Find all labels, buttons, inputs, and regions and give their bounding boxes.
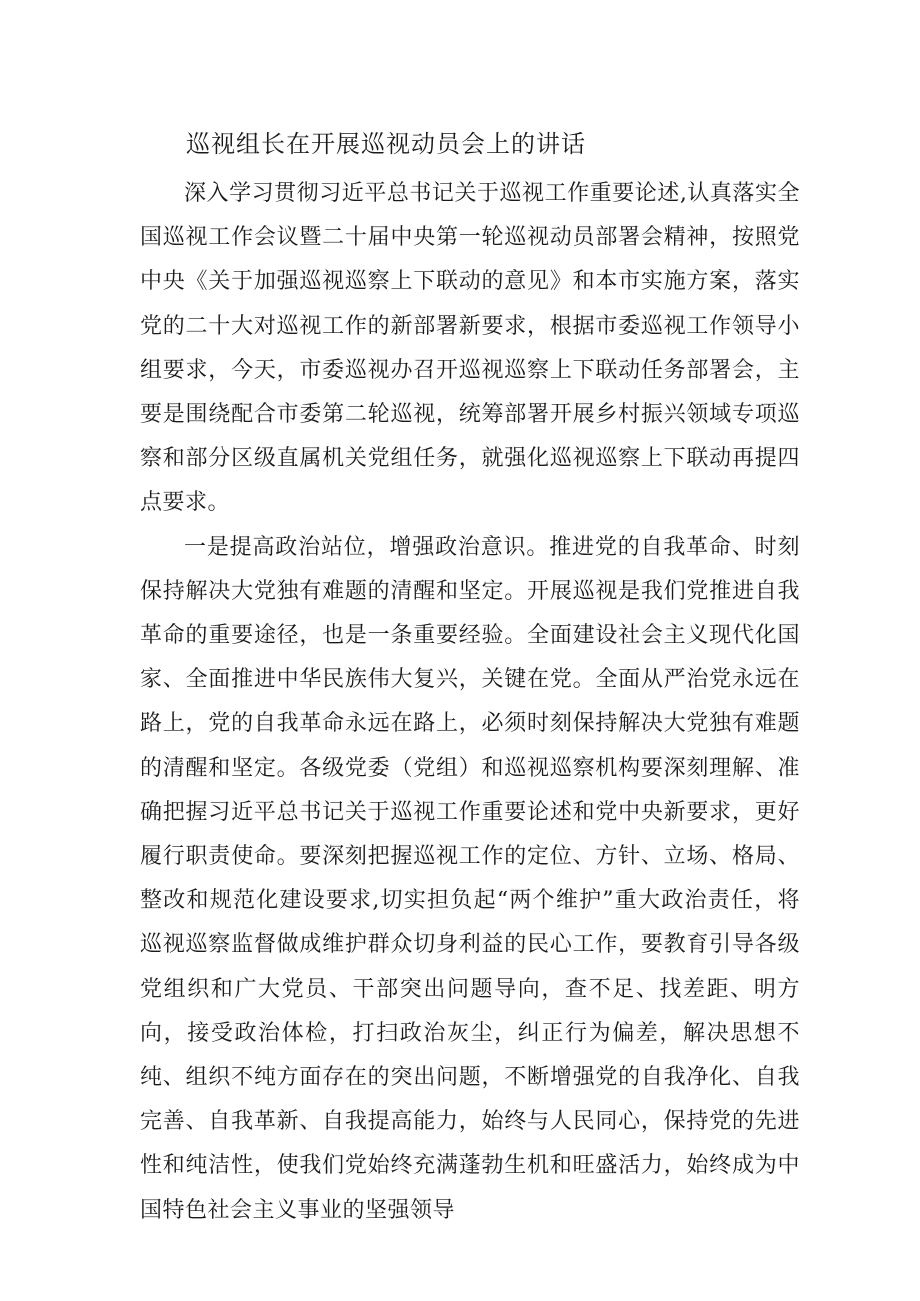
document-title: 巡视组长在开展巡视动员会上的讲话 <box>186 130 586 158</box>
paragraph-intro: 深入学习贯彻习近平总书记关于巡视工作重要论述,认真落实全国巡视工作会议暨二十届中央第一轮巡视动员部署会精神，按照党中央《关于加强巡视巡察上下联动的意见》和本市实施方案，落实党的二十大对巡视工作的新部署新要求，根据市委巡视工作领导小组要求，今天，市委巡视办召开巡视巡察上下联动任务部署会，主要是围绕配合市委第二轮巡视，统筹部署开展乡村振兴领域专项巡察和部分区级直属机关党组任务，就强化巡视巡察上下联动再提四点要求。 <box>140 181 800 516</box>
paragraph-point-one: 一是提高政治站位，增强政治意识。推进党的自我革命、时刻保持解决大党独有难题的清醒和坚定。开展巡视是我们党推进自我革命的重要途径，也是一条重要经验。全面建设社会主义现代化国家、全面推进中华民族伟大复兴，关键在党。全面从严治党永远在路上，党的自我革命永远在路上，必须时刻保持解决大党独有难题的清醒和坚定。各级党委（党组）和巡视巡察机构要深刻理解、准确把握习近平总书记关于巡视工作重要论述和党中央新要求，更好履行职责使命。要深刻把握巡视工作的定位、方针、立场、格局、整改和规范化建设要求,切实担负起“两个维护”重大政治责任，将巡视巡察监督做成维护群众切身利益的民心工作，要教育引导各级党组织和广大党员、干部突出问题导向，查不足、找差距、明方向，接受政治体检，打扫政治灰尘，纠正行为偏差，解决思想不纯、组织不纯方面存在的突出问题，不断增强党的自我净化、自我完善、自我革新、自我提高能力，始终与人民同心，保持党的先进性和纯洁性，使我们党始终充满蓬勃生机和旺盛活力，始终成为中国特色社会主义事业的坚强领导 <box>140 534 800 1223</box>
document-body <box>140 172 800 1233</box>
